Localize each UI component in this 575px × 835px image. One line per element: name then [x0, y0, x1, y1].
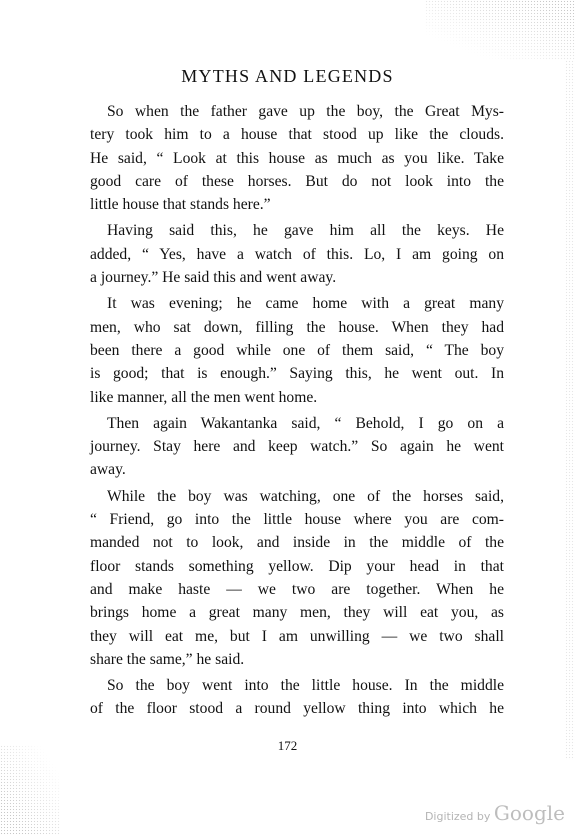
- text-line: journey. Stay here and keep watch.” So again he went: [90, 438, 504, 456]
- text-line: floor stands something yellow. Dip your head in that: [90, 557, 504, 575]
- text-line: away.: [90, 461, 126, 479]
- text-line: Then again Wakantanka said, “ Behold, I go on a: [107, 414, 504, 432]
- paragraph: [90, 674, 504, 721]
- text-line: tery took him to a house that stood up like the clouds.: [90, 126, 504, 144]
- text-line: While the boy was watching, one of the horses said,: [107, 487, 504, 505]
- paragraph: [90, 100, 504, 216]
- text-line: So the boy went into the little house. In the middle: [107, 677, 504, 695]
- text-line: manded not to look, and inside in the middle of the: [90, 534, 504, 552]
- text-line: men, who sat down, filling the house. When they had: [90, 318, 504, 336]
- text-line: is good; that is enough.” Saying this, he went out. In: [90, 365, 504, 383]
- scan-speckle-bottom-left: [0, 745, 60, 835]
- text-line: Having said this, he gave him all the keys. He: [107, 222, 504, 240]
- text-line: of the floor stood a round yellow thing into which he: [90, 700, 504, 718]
- watermark-caption: Digitized by: [424, 810, 491, 823]
- paragraph: [90, 485, 504, 671]
- text-line: been there a good while one of them said, “ The boy: [90, 341, 504, 359]
- scan-speckle-top-right: [425, 0, 575, 60]
- text-line: good care of these horses. But do not look into the: [90, 172, 504, 190]
- text-line: So when the father gave up the boy, the Great Mys-: [107, 103, 504, 120]
- text-line: He said, “ Look at this house as much as you like. Take: [90, 149, 504, 167]
- text-line: they will eat me, but I am unwilling — we two shall: [90, 627, 504, 645]
- text-line: share the same,” he said.: [90, 650, 245, 668]
- text-line: “ Friend, go into the little house where you are com-: [90, 511, 504, 529]
- text-line: It was evening; he came home with a great many: [107, 295, 504, 313]
- text-line: added, “ Yes, have a watch of this. Lo, I am going on: [90, 245, 504, 263]
- text-line: brings home a great many men, they will eat you, as: [90, 604, 504, 622]
- text-line: like manner, all the men went home.: [90, 388, 318, 406]
- text-line: a journey.” He said this and went away.: [90, 269, 337, 287]
- text-line: and make haste — we two are together. When he: [90, 580, 504, 598]
- paragraph: [90, 412, 504, 482]
- body-text: [90, 100, 504, 721]
- page-number: 172: [277, 738, 298, 753]
- scan-speckle-right-edge: [565, 60, 575, 760]
- paragraph: [90, 292, 504, 408]
- paragraph: [90, 219, 504, 289]
- running-head: MYTHS AND LEGENDS: [181, 66, 394, 86]
- digitization-watermark: [425, 801, 565, 825]
- text-line: little house that stands here.”: [90, 196, 271, 214]
- watermark-brand: Google: [493, 801, 565, 825]
